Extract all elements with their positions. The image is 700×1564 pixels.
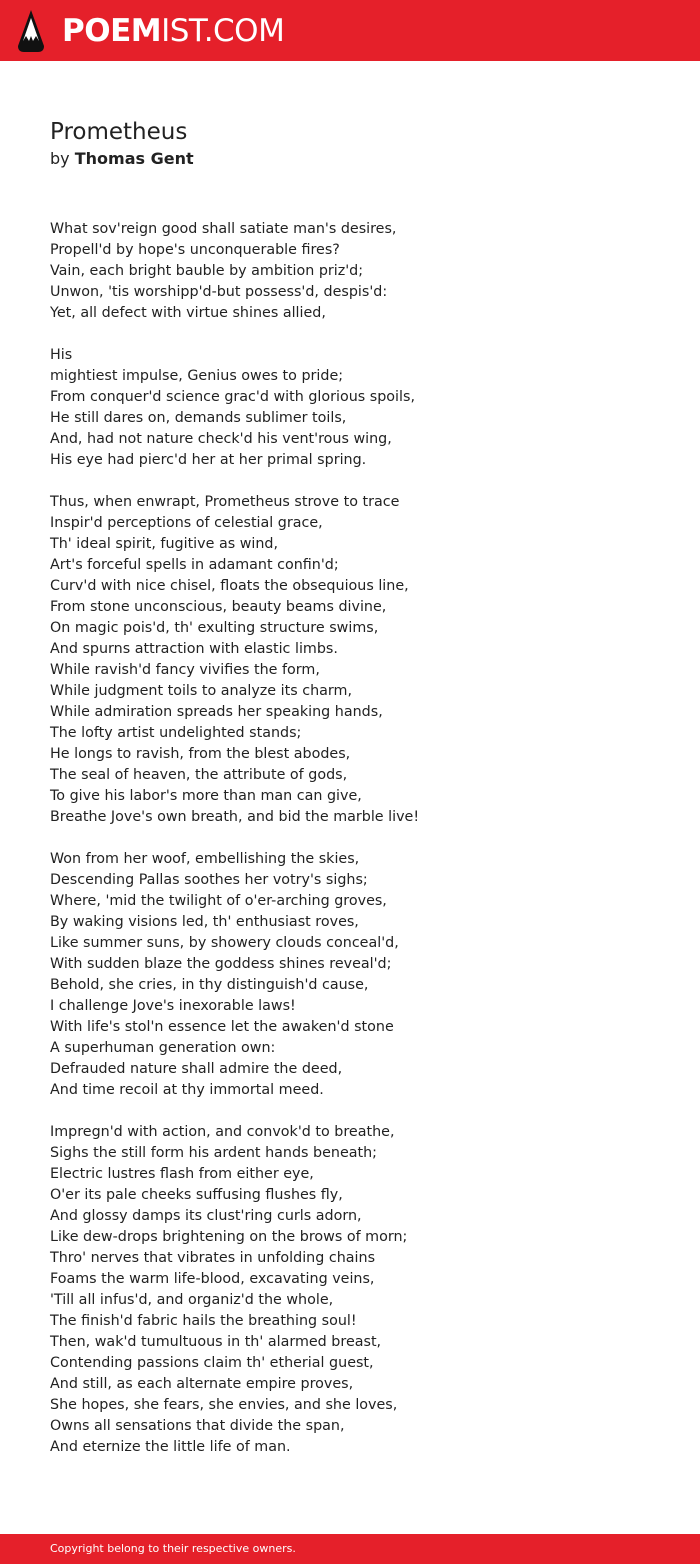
poem-line: And spurns attraction with elastic limbs. xyxy=(50,641,338,657)
poem-line: His eye had pierc'd her at her primal spring. xyxy=(50,452,367,468)
poem-line: Defrauded nature shall admire the deed, xyxy=(50,1061,343,1077)
author-link[interactable]: Thomas Gent xyxy=(74,149,194,168)
poem-line: While admiration spreads her speaking hands, xyxy=(50,704,383,720)
poem-line: Contending passions claim th' etherial guest, xyxy=(50,1355,374,1371)
poem-line: Curv'd with nice chisel, floats the obsequious line, xyxy=(50,578,409,594)
poem-line: Like summer suns, by showery clouds conceal'd, xyxy=(50,935,399,951)
poem-line: Art's forceful spells in adamant confin'd; xyxy=(50,557,339,573)
poem-line: mightiest impulse, Genius owes to pride; xyxy=(50,368,344,384)
by-label: by xyxy=(50,149,70,168)
poem-stanza xyxy=(50,1122,650,1458)
poem-line: Owns all sensations that divide the span, xyxy=(50,1418,345,1434)
poem-line: Th' ideal spirit, fugitive as wind, xyxy=(50,536,279,552)
site-footer xyxy=(0,1534,700,1564)
poem-line: And glossy damps its clust'ring curls adorn, xyxy=(50,1208,362,1224)
poem-stanza xyxy=(50,849,650,1101)
poem-line: By waking visions led, th' enthusiast roves, xyxy=(50,914,359,930)
poem-line: Won from her woof, embellishing the skies, xyxy=(50,851,360,867)
poem-line: The seal of heaven, the attribute of gods, xyxy=(50,767,348,783)
poem-stanza xyxy=(50,219,650,324)
poem-line: Breathe Jove's own breath, and bid the marble live! xyxy=(50,809,420,825)
site-header xyxy=(0,0,700,61)
poem-line: Unwon, 'tis worshipp'd-but possess'd, despis'd: xyxy=(50,284,388,300)
poem-line: And eternize the little life of man. xyxy=(50,1439,291,1455)
poem-line: What sov'reign good shall satiate man's desires, xyxy=(50,221,397,237)
poem-line: And time recoil at thy immortal meed. xyxy=(50,1082,324,1098)
poem-line: To give his labor's more than man can give, xyxy=(50,788,362,804)
poem-body xyxy=(50,219,650,1479)
poem-line: Thro' nerves that vibrates in unfolding chains xyxy=(50,1250,376,1266)
poem-line: From conquer'd science grac'd with glorious spoils, xyxy=(50,389,415,405)
poem-line: Inspir'd perceptions of celestial grace, xyxy=(50,515,323,531)
poem-line: Yet, all defect with virtue shines allied, xyxy=(50,305,326,321)
pencil-icon xyxy=(18,10,44,52)
poem-line: And, had not nature check'd his vent'rous wing, xyxy=(50,431,392,447)
site-wordmark xyxy=(62,11,284,51)
poem-line: I challenge Jove's inexorable laws! xyxy=(50,998,296,1014)
poem-line: With sudden blaze the goddess shines reveal'd; xyxy=(50,956,392,972)
poem-stanza xyxy=(50,345,650,471)
poem-line: His xyxy=(50,347,73,363)
poem-line: Then, wak'd tumultuous in th' alarmed breast, xyxy=(50,1334,382,1350)
wordmark-bold: POEM xyxy=(62,13,162,49)
poem-line: Behold, she cries, in thy distinguish'd cause, xyxy=(50,977,369,993)
poem-line: With life's stol'n essence let the awaken'd stone xyxy=(50,1019,394,1035)
poem-line: Like dew-drops brightening on the brows of morn; xyxy=(50,1229,408,1245)
poem-title: Prometheus xyxy=(50,119,188,145)
poem-line: She hopes, she fears, she envies, and she loves, xyxy=(50,1397,398,1413)
poem-line: Vain, each bright bauble by ambition priz'd; xyxy=(50,263,364,279)
poem-line: 'Till all infus'd, and organiz'd the whole, xyxy=(50,1292,334,1308)
poem-line: A superhuman generation own: xyxy=(50,1040,276,1056)
poem-line: O'er its pale cheeks suffusing flushes fly, xyxy=(50,1187,343,1203)
poem-line: Sighs the still form his ardent hands beneath; xyxy=(50,1145,377,1161)
copyright-text: Copyright belong to their respective owners. xyxy=(50,1542,296,1555)
poem-line: On magic pois'd, th' exulting structure swims, xyxy=(50,620,379,636)
poem-stanza xyxy=(50,492,650,828)
poem-line: Foams the warm life-blood, excavating veins, xyxy=(50,1271,375,1287)
poem-line: Thus, when enwrapt, Prometheus strove to trace xyxy=(50,494,400,510)
poem-line: He still dares on, demands sublimer toils, xyxy=(50,410,347,426)
poem-line: Electric lustres flash from either eye, xyxy=(50,1166,314,1182)
wordmark-light: IST.COM xyxy=(161,13,285,49)
poem-line: He longs to ravish, from the blest abodes, xyxy=(50,746,351,762)
site-logo-link[interactable] xyxy=(0,0,285,61)
poem-line: Descending Pallas soothes her votry's sighs; xyxy=(50,872,368,888)
poem-line: Propell'd by hope's unconquerable fires? xyxy=(50,242,340,258)
poem-line: And still, as each alternate empire proves, xyxy=(50,1376,354,1392)
poem-line: While ravish'd fancy vivifies the form, xyxy=(50,662,320,678)
poem-line: From stone unconscious, beauty beams divine, xyxy=(50,599,387,615)
poem-line: The lofty artist undelighted stands; xyxy=(50,725,302,741)
poem-line: While judgment toils to analyze its charm, xyxy=(50,683,353,699)
byline xyxy=(50,148,194,170)
poem-line: Impregn'd with action, and convok'd to breathe, xyxy=(50,1124,395,1140)
poem-line: Where, 'mid the twilight of o'er-arching groves, xyxy=(50,893,387,909)
poem-line: The finish'd fabric hails the breathing soul! xyxy=(50,1313,357,1329)
